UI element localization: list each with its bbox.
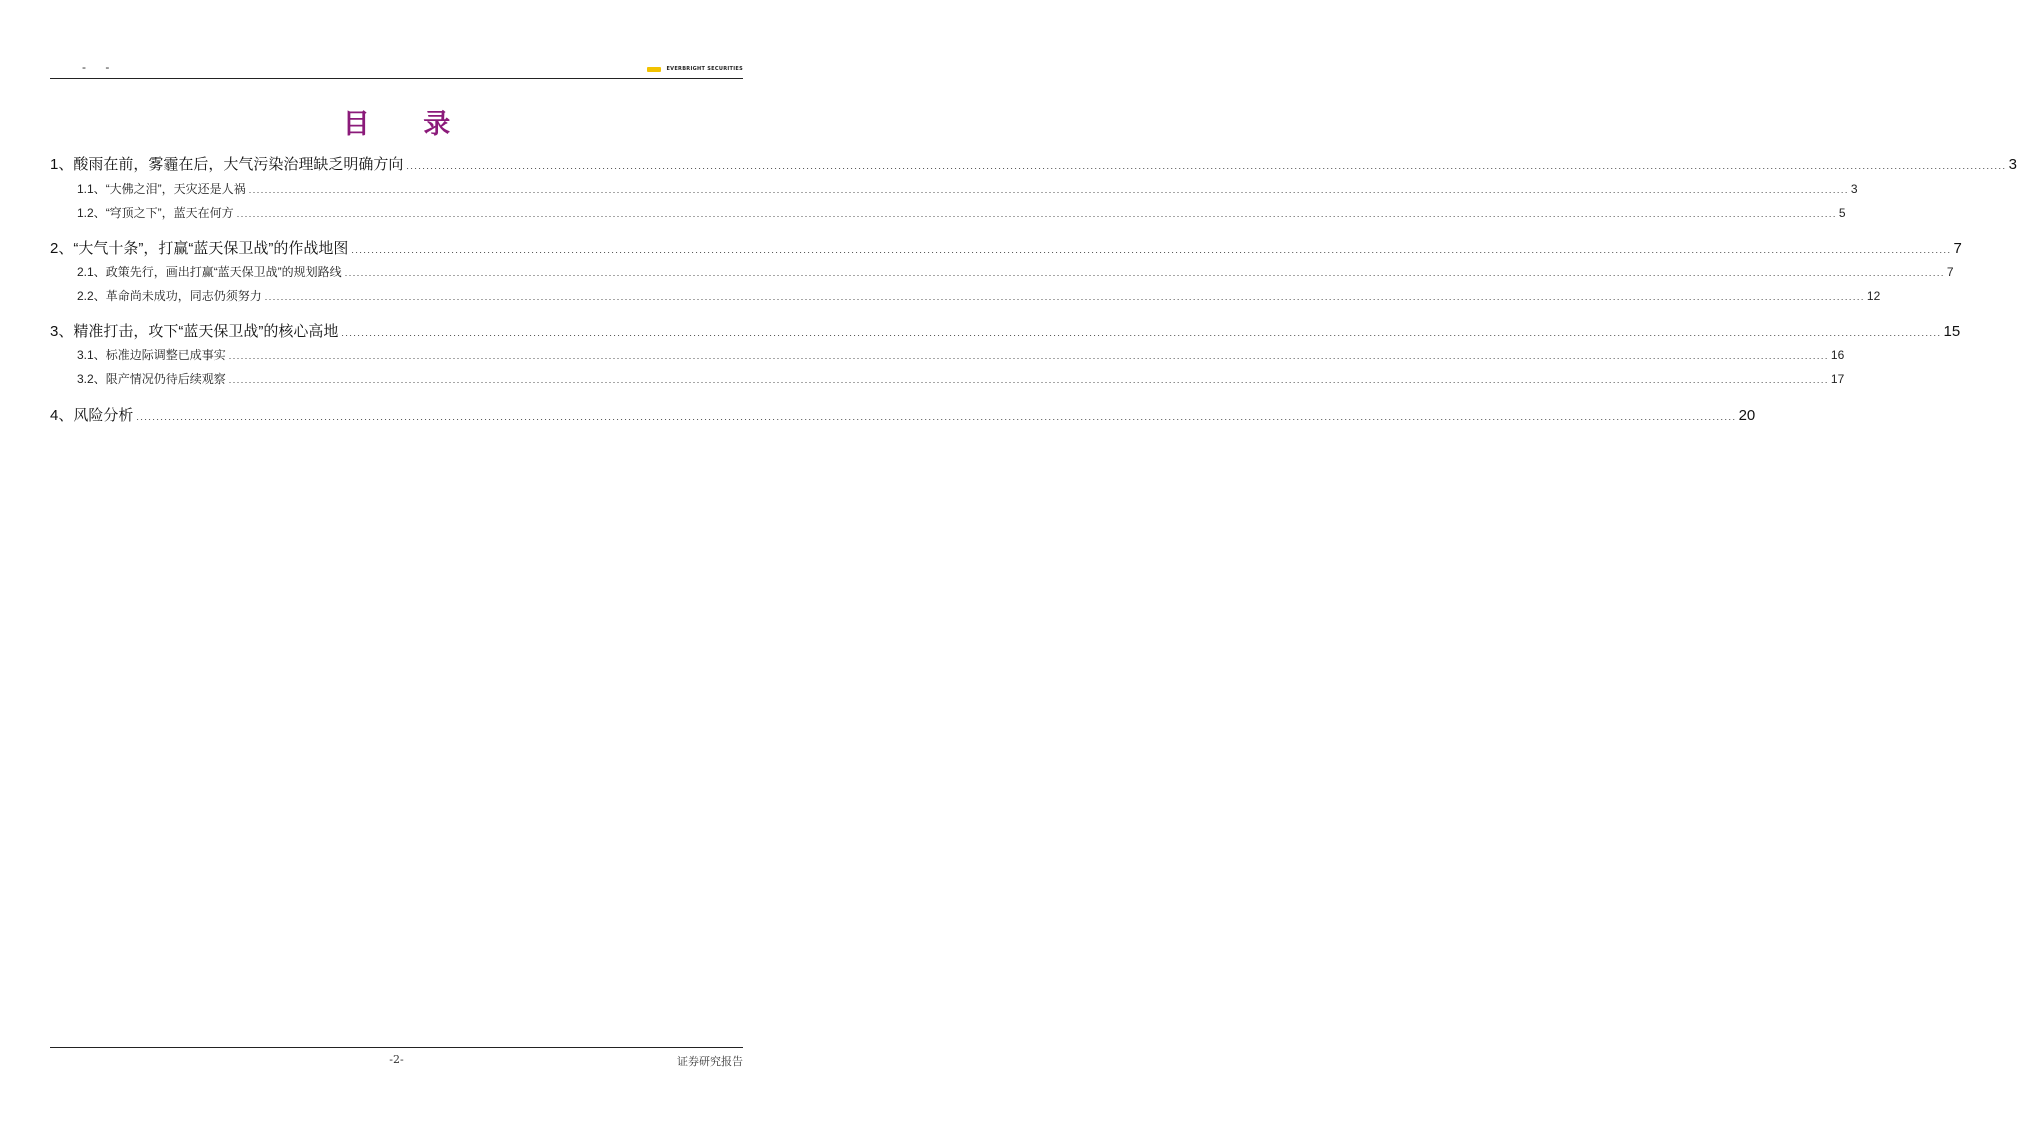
toc-entry-page[interactable]: 7 [1946,265,1954,279]
toc-dot-leader: ................................................................................................................................................................................................................................................................................................................................................................................................................ [264,292,1865,302]
toc-dot-leader: ................................................................................................................................................................................................................................................................................................................................................................................................................ [228,375,1829,385]
toc-entry-number: 3、 [50,323,74,340]
toc-entry-page[interactable]: 7 [1953,240,1962,257]
toc-entry-page[interactable]: 12 [1866,289,1881,303]
toc-entry-page[interactable]: 3 [1850,182,1858,196]
toc-entry-number: 2、 [50,240,74,257]
toc-entry-title[interactable]: 政策先行，画出打赢“蓝天保卫战”的规划路线 [105,265,342,279]
toc-entry-number: 1.1、 [77,182,106,196]
toc-entry-title[interactable]: “大佛之泪”，天灾还是人祸 [105,182,246,196]
toc-dot-leader: ................................................................................................................................................................................................................................................................................................................................................................................................................ [344,268,1945,278]
toc-entry[interactable] [50,153,2017,174]
toc-entry-page[interactable]: 16 [1830,348,1845,362]
toc-entry-page[interactable]: 5 [1838,206,1846,220]
brand-name: EVERBRIGHT SECURITIES [666,66,743,72]
page-number: -2- [389,1053,404,1066]
toc-entry[interactable] [50,287,1881,304]
toc-entry-title[interactable]: “大气十条”，打赢“蓝天保卫战”的作战地图 [73,240,349,257]
toc-entry[interactable] [50,370,1845,387]
toc-dot-leader: ................................................................................................................................................................................................................................................................................................................................................................................................................ [136,412,1737,422]
toc-dot-leader: ................................................................................................................................................................................................................................................................................................................................................................................................................ [406,161,2007,171]
toc-entry-number: 1、 [50,156,74,173]
toc-entry-number: 2.2、 [77,289,106,303]
toc-entry[interactable] [50,204,1846,221]
toc-dot-leader: ................................................................................................................................................................................................................................................................................................................................................................................................................ [236,209,1837,219]
toc-entry-title[interactable]: 限产情况仍待后续观察 [105,372,226,386]
toc-entry-title[interactable]: 精准打击，攻下“蓝天保卫战”的核心高地 [73,323,339,340]
toc-dot-leader: ................................................................................................................................................................................................................................................................................................................................................................................................................ [228,351,1829,361]
brand-logo [647,66,743,72]
toc-entry-page[interactable]: 20 [1738,407,1756,424]
toc-entry-number: 3.2、 [77,372,106,386]
toc-dot-leader: ................................................................................................................................................................................................................................................................................................................................................................................................................ [248,185,1849,195]
toc-entry-number: 3.1、 [77,348,106,362]
toc-entry[interactable] [50,346,1845,363]
logo-mark-icon [647,67,661,72]
toc-entry[interactable] [50,180,1858,197]
toc-entry[interactable] [50,237,1962,258]
toc-entry-title[interactable]: 风险分析 [73,407,134,424]
toc-entry-number: 2.1、 [77,265,106,279]
toc-title: 目 录 [342,109,473,140]
toc-entry-number: 1.2、 [77,206,106,220]
toc-entry[interactable] [50,404,1756,425]
toc-entry[interactable] [50,320,1961,341]
toc-entry-title[interactable]: 革命尚未成功，同志仍须努力 [105,289,262,303]
toc-entry[interactable] [50,263,1954,280]
toc-entry-number: 4、 [50,407,74,424]
footer-rule [50,1047,743,1048]
report-type: 证券研究报告 [677,1055,743,1068]
toc-entry-page[interactable]: 17 [1830,372,1845,386]
toc-entry-page[interactable]: 3 [2008,156,2017,173]
toc-entry-title[interactable]: “穹顶之下”，蓝天在何方 [105,206,234,220]
toc-entry-title[interactable]: 酸雨在前，雾霾在后，大气污染治理缺乏明确方向 [73,156,404,173]
header-marks: - - [82,60,118,74]
toc-entry-title[interactable]: 标准边际调整已成事实 [105,348,226,362]
header-rule [50,78,743,79]
toc-dot-leader: ................................................................................................................................................................................................................................................................................................................................................................................................................ [351,245,1952,255]
toc-entry-page[interactable]: 15 [1943,323,1961,340]
toc-dot-leader: ................................................................................................................................................................................................................................................................................................................................................................................................................ [341,328,1942,338]
